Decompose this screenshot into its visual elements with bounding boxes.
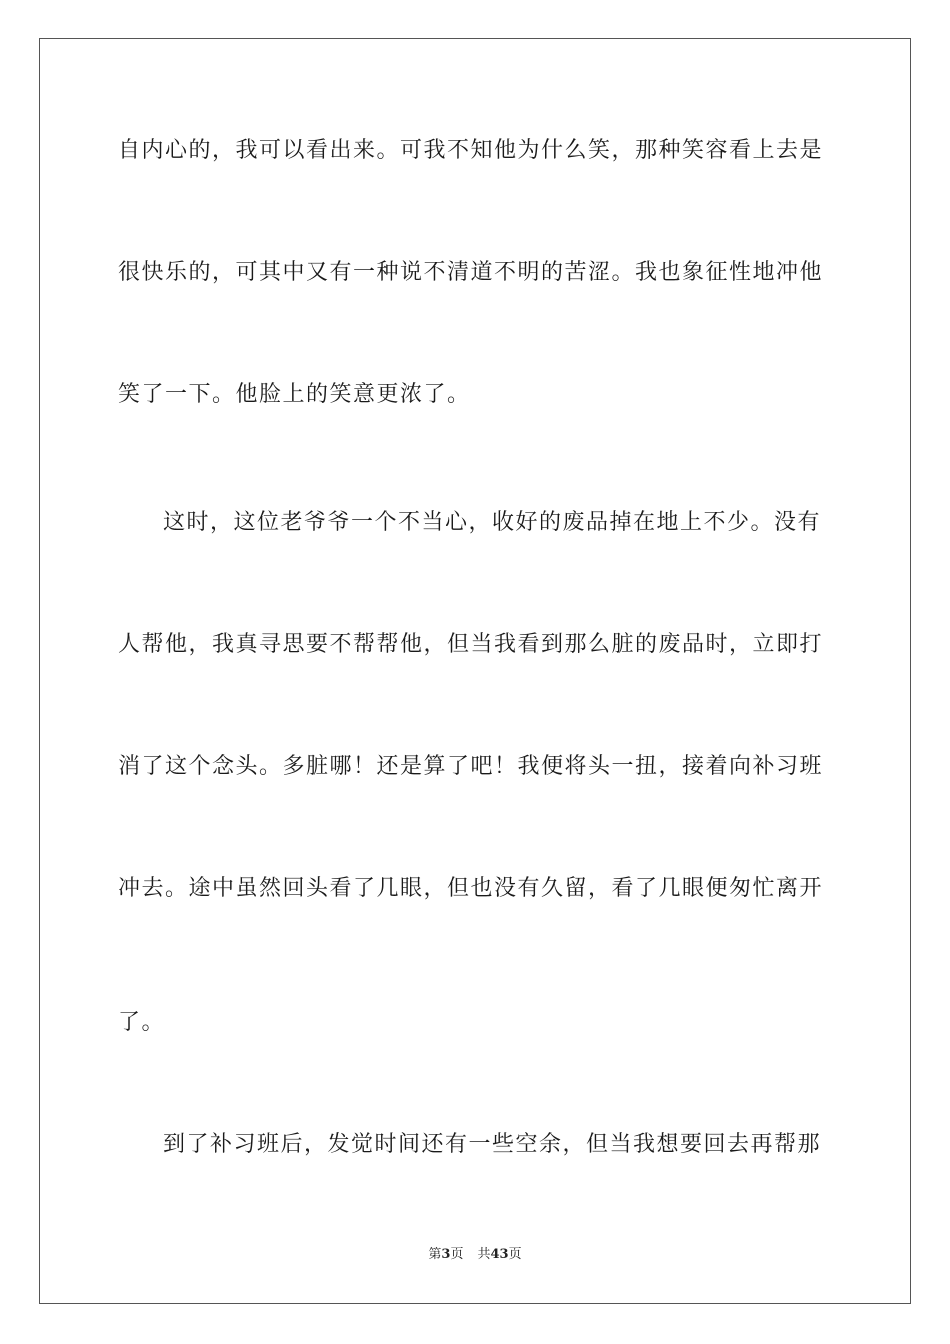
page-border xyxy=(39,38,911,1304)
text-line-6: 消了这个念头。多脏哪！还是算了吧！我便将头一扭，接着向补习班 xyxy=(118,754,824,779)
page-number: 3 xyxy=(441,1247,451,1262)
text-line-3: 笑了一下。他脸上的笑意更浓了。 xyxy=(118,382,471,407)
text-line-2: 很快乐的，可其中又有一种说不清道不明的苦涩。我也象征性地冲他 xyxy=(118,260,824,285)
total-pages: 43 xyxy=(490,1247,509,1262)
text-line-1: 自内心的，我可以看出来。可我不知他为什么笑，那种笑容看上去是 xyxy=(118,138,824,163)
total-suffix: 页 xyxy=(508,1247,522,1262)
text-line-7: 冲去。途中虽然回头看了几眼，但也没有久留，看了几眼便匆忙离开 xyxy=(118,876,824,901)
text-line-9: 到了补习班后，发觉时间还有一些空余，但当我想要回去再帮那 xyxy=(163,1132,822,1157)
page-suffix: 页 xyxy=(450,1247,464,1262)
page-footer xyxy=(0,1246,950,1264)
text-line-8: 了。 xyxy=(118,1010,166,1035)
text-line-5: 人帮他，我真寻思要不帮帮他，但当我看到那么脏的废品时，立即打 xyxy=(118,632,824,657)
page-prefix: 第 xyxy=(428,1247,442,1262)
text-line-4: 这时，这位老爷爷一个不当心，收好的废品掉在地上不少。没有 xyxy=(163,510,822,535)
total-prefix: 共 xyxy=(477,1247,491,1262)
